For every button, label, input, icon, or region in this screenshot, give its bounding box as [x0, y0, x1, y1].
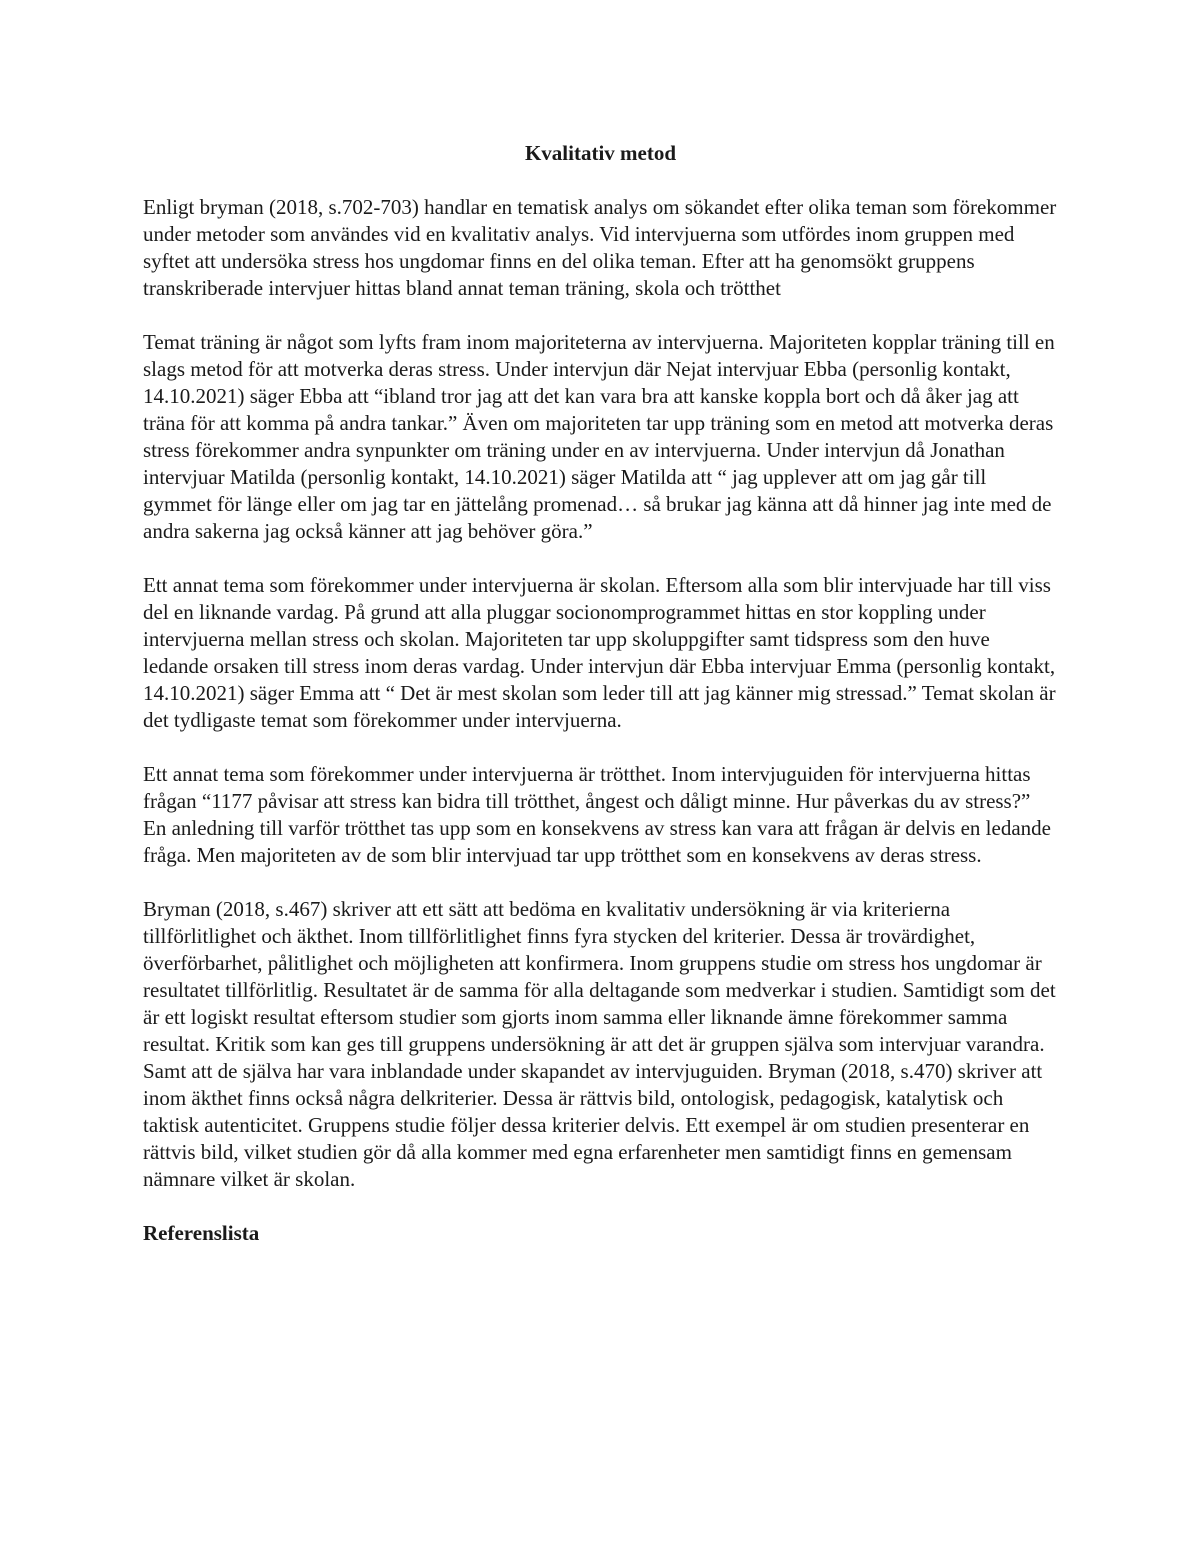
- paragraph-theme-fatigue: Ett annat tema som förekommer under intervjuerna är trötthet. Inom intervjuguiden för intervjuerna hittas frågan “1177 påvisar att stress kan bidra till trötthet, ångest och dåligt minne. Hur påverkas du av stress?” En anledning till varför trötthet tas upp som en konsekvens av stress kan vara att frågan är delvis en ledande fråga. Men majoriteten av de som blir intervjuad tar upp trötthet som en konsekvens av deras stress.: [143, 762, 1051, 867]
- document-title: Kvalitativ metod: [524, 141, 677, 165]
- paragraph-quality-criteria: Bryman (2018, s.467) skriver att ett sätt att bedöma en kvalitativ undersökning är via kriterierna tillförlitlighet och äkthet. Inom tillförlitlighet finns fyra stycken del kriterier. Dessa är trovärdighet, överförbarhet, pålitlighet och möjligheten att konfirmera. Inom gruppens studie om stress hos ungdomar är resultatet tillförlitlig. Resultatet är de samma för alla deltagande som medverkar i studien. Samtidigt som det är ett logiskt resultat eftersom studier som gjorts inom samma eller liknande ämne förekommer samma resultat. Kritik som kan ges till gruppens undersökning är att det är gruppen själva som intervjuar varandra. Samt att de själva har vara inblandade under skapandet av intervjuguiden. Bryman (2018, s.470) skriver att inom äkthet finns också några delkriterier. Dessa är rättvis bild, ontologisk, pedagogisk, katalytisk och taktisk autenticitet. Gruppens studie följer dessa kriterier delvis. Ett exempel är om studien presenterar en rättvis bild, vilket studien gör då alla kommer med egna erfarenheter men samtidigt finns en gemensam nämnare vilket är skolan.: [143, 897, 1056, 1191]
- paragraph-theme-training: Temat träning är något som lyfts fram inom majoriteterna av intervjuerna. Majoriteten kopplar träning till en slags metod för att motverka deras stress. Under intervjun där Nejat intervjuar Ebba (personlig kontakt, 14.10.2021) säger Ebba att “ibland tror jag att det kan vara bra att kanske koppla bort och då åker jag att träna för att komma på andra tankar.” Även om majoriteten tar upp träning som en metod att motverka deras stress förekommer andra synpunkter om träning under en av intervjuerna. Under intervjun då Jonathan intervjuar Matilda (personlig kontakt, 14.10.2021) säger Matilda att “ jag upplever att om jag går till gymmet för länge eller om jag tar en jättelång promenad… så brukar jag känna att då hinner jag inte med de andra sakerna jag också känner att jag behöver göra.”: [143, 330, 1055, 543]
- paragraph-thematic-analysis: Enligt bryman (2018, s.702-703) handlar en tematisk analys om sökandet efter olika teman som förekommer under metoder som användes vid en kvalitativ analys. Vid intervjuerna som utfördes inom gruppen med syftet att undersöka stress hos ungdomar finns en del olika teman. Efter att ha genomsökt gruppens transkriberade intervjuer hittas bland annat teman träning, skola och trötthet: [143, 195, 1057, 300]
- document-page: [143, 140, 1058, 1247]
- references-heading: Referenslista: [143, 1221, 260, 1245]
- paragraph-theme-school: Ett annat tema som förekommer under intervjuerna är skolan. Eftersom alla som blir intervjuade har till viss del en liknande vardag. På grund att alla pluggar socionomprogrammet hittas en stor koppling under intervjuerna mellan stress och skolan. Majoriteten tar upp skoluppgifter samt tidspress som den huve ledande orsaken till stress inom deras vardag. Under intervjun där Ebba intervjuar Emma (personlig kontakt, 14.10.2021) säger Emma att “ Det är mest skolan som leder till att jag känner mig stressad.” Temat skolan är det tydligaste temat som förekommer under intervjuerna.: [143, 573, 1056, 732]
